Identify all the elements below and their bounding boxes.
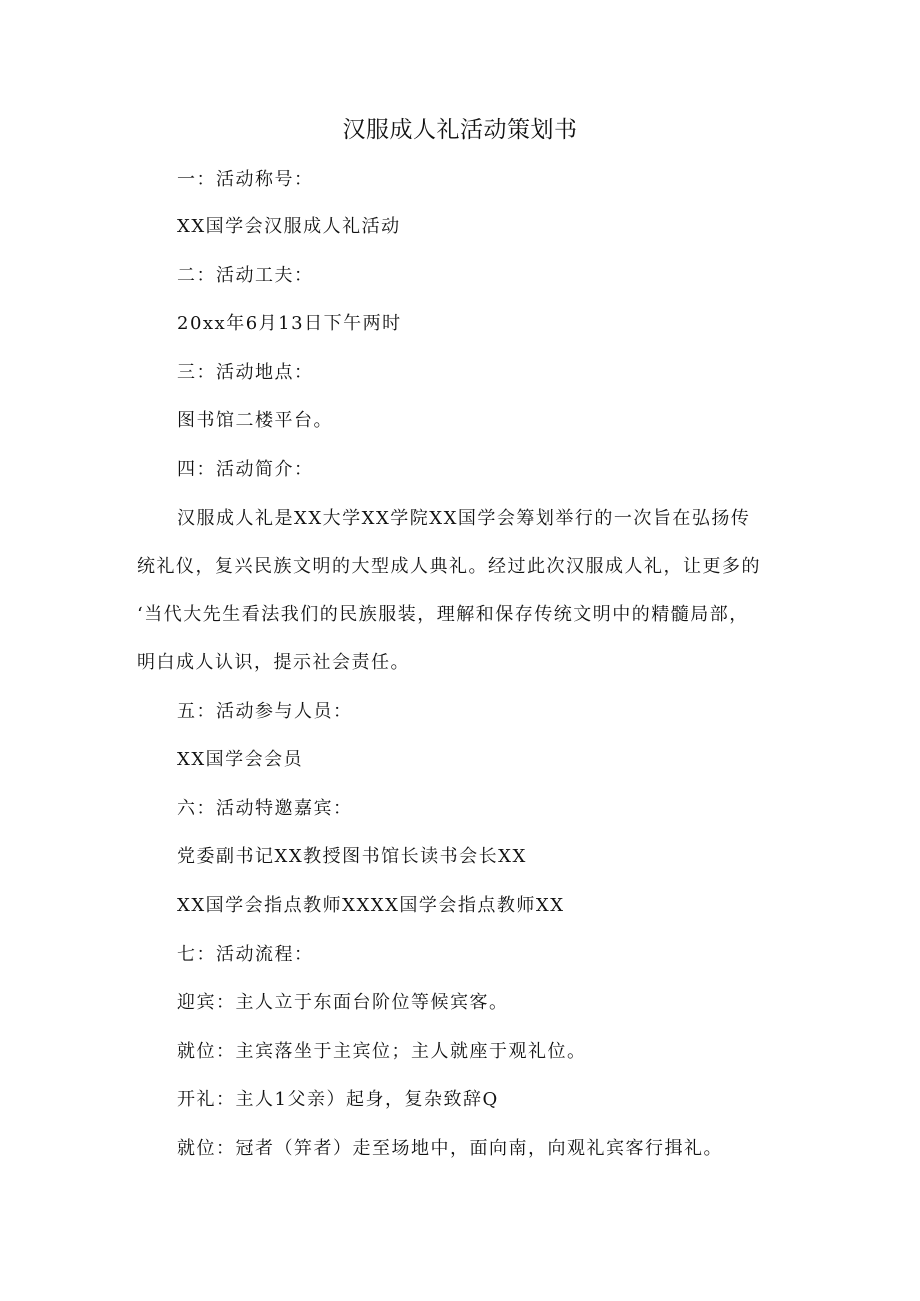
section-1-content: XX国学会汉服成人礼活动: [177, 216, 401, 237]
section-7-step: 就位：主宾落坐于主宾位；主人就座于观礼位。: [177, 1041, 587, 1062]
section-6-guest-line: XX国学会指点教师XXXX国学会指点教师XX: [177, 895, 565, 916]
section-5-content: XX国学会会员: [177, 749, 304, 770]
section-5-heading: 五：活动参与人员：: [177, 701, 353, 722]
section-4-paragraph-line: ‘当代大先生看法我们的民族服装，理解和保存传统文明中的精髓局部，: [137, 604, 749, 625]
section-7-step: 开礼：主人1父亲）起身，复杂致辞Q: [177, 1089, 499, 1110]
section-6-heading: 六：活动特邀嘉宾：: [177, 798, 353, 819]
section-3-content: 图书馆二楼平台。: [177, 410, 333, 431]
section-7-step: 迎宾：主人立于东面台阶位等候宾客。: [177, 992, 509, 1013]
section-7-heading: 七：活动流程：: [177, 944, 314, 965]
section-3-heading: 三：活动地点：: [177, 362, 314, 383]
section-4-heading: 四：活动简介：: [177, 459, 314, 480]
section-1-heading: 一：活动称号：: [177, 169, 314, 190]
document-title: 汉服成人礼活动策划书: [342, 117, 578, 143]
section-4-paragraph-line: 统礼仪，复兴民族文明的大型成人典礼。经过此次汉服成人礼，让更多的: [137, 556, 761, 577]
section-4-paragraph-line: 汉服成人礼是XX大学XX学院XX国学会筹划举行的一次旨在弘扬传: [177, 508, 751, 529]
section-2-heading: 二：活动工夫：: [177, 265, 314, 286]
section-4-paragraph-line: 明白成人认识，提示社会责任。: [137, 652, 410, 673]
section-7-step: 就位：冠者（笄者）走至场地中，面向南，向观礼宾客行揖礼。: [177, 1138, 723, 1159]
section-6-guest-line: 党委副书记XX教授图书馆长读书会长XX: [177, 846, 527, 867]
section-2-content: 20xx年6月13日下午两时: [177, 313, 402, 334]
